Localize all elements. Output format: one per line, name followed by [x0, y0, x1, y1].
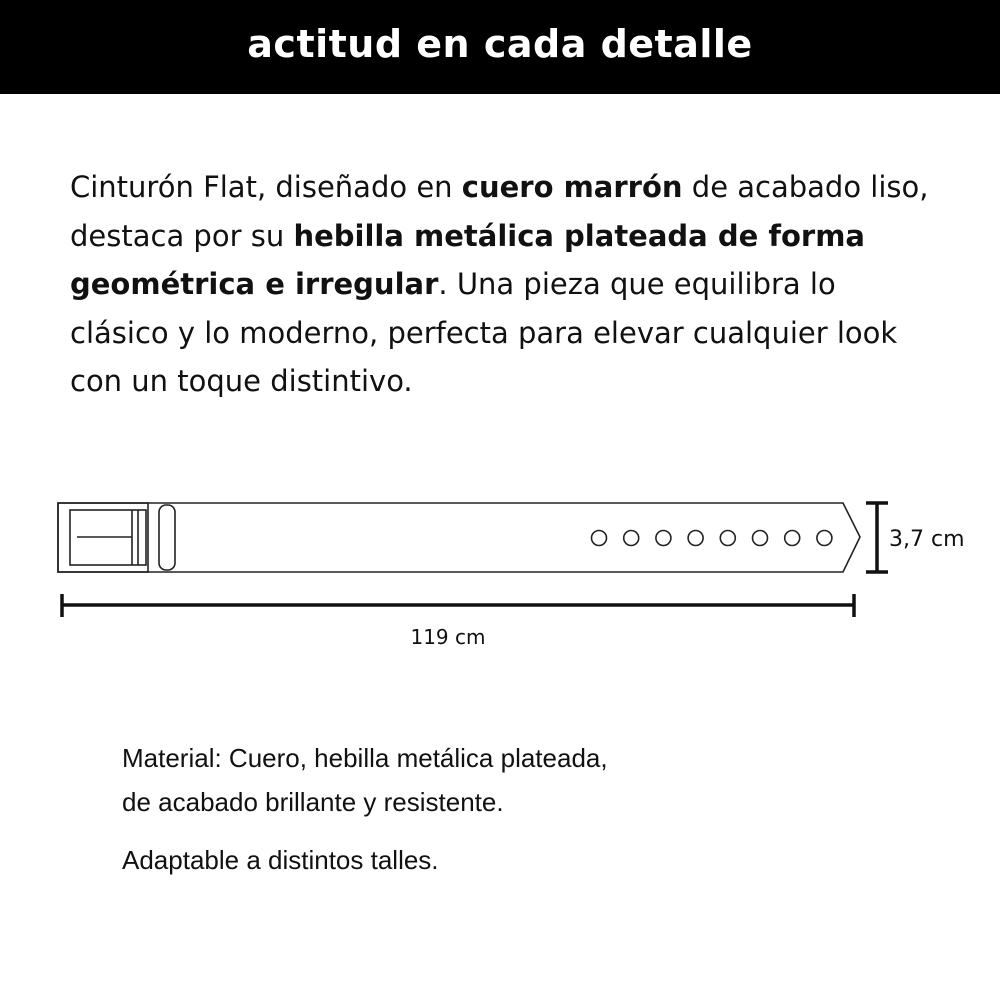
- header-banner: [0, 0, 1000, 94]
- belt-hole: [817, 531, 832, 546]
- length-dimension: [62, 594, 854, 617]
- adaptable-note: Adaptable a distintos talles.: [122, 845, 439, 875]
- belt-diagram: [0, 480, 1000, 670]
- belt-hole: [785, 531, 800, 546]
- belt-hole: [656, 531, 671, 546]
- belt-outline: [58, 503, 860, 572]
- belt-hole: [688, 531, 703, 546]
- description-text-3: . Una pieza que equilibra lo clásico y lo moderno, perfecta para elevar cualquier look con un toque distintivo.: [70, 267, 898, 398]
- belt-hole: [720, 531, 735, 546]
- length-label: 119 cm: [410, 625, 486, 649]
- belt-strap: [58, 503, 860, 572]
- banner-title: actitud en cada detalle: [247, 22, 753, 66]
- product-description: [70, 163, 930, 406]
- belt-hole: [624, 531, 639, 546]
- width-dimension: [866, 503, 888, 572]
- description-bold-2: hebilla metálica plateada de forma geométrica e irregular: [70, 218, 865, 301]
- material-line-1: Material: Cuero, hebilla metálica plateada,: [122, 743, 608, 773]
- description-text-2: de acabado liso, destaca por su: [70, 170, 929, 253]
- description-text-1: Cinturón Flat, diseñado en: [70, 170, 462, 204]
- belt-loop: [159, 505, 175, 570]
- width-label: 3,7 cm: [889, 527, 965, 552]
- buckle-icon: [58, 503, 175, 572]
- material-line-2: de acabado brillante y resistente.: [122, 787, 504, 817]
- belt-holes: [592, 531, 832, 546]
- belt-hole: [753, 531, 768, 546]
- material-specs: [122, 736, 842, 882]
- belt-hole: [592, 531, 607, 546]
- description-bold-1: cuero marrón: [461, 170, 683, 204]
